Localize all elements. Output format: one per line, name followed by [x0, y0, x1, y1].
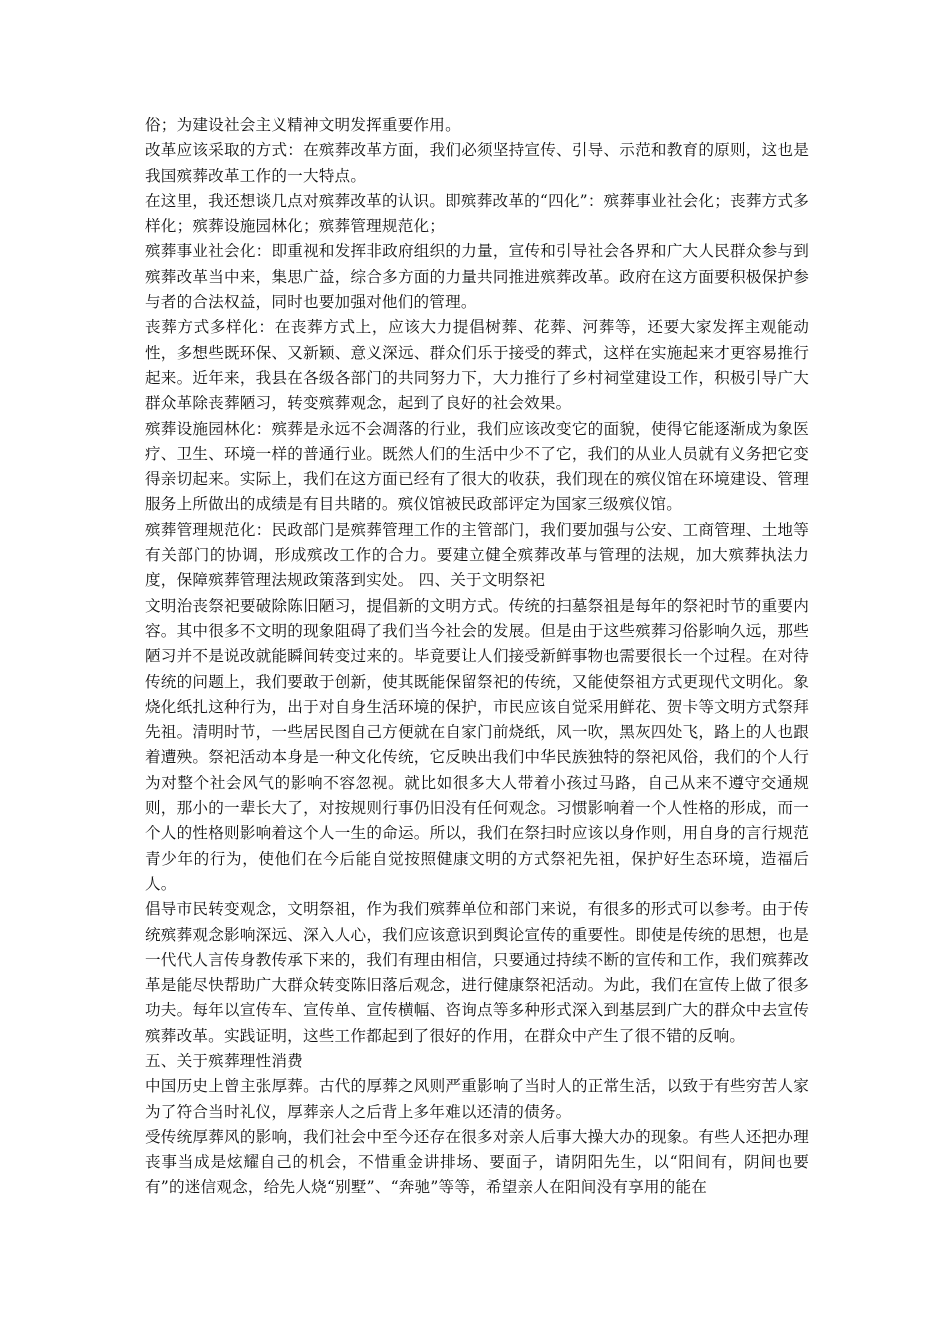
paragraph: 受传统厚葬风的影响，我们社会中至今还存在很多对亲人后事大操大办的现象。有些人还把办理丧事当成是炫耀自己的机会，不惜重金讲排场、要面子，请阴阳先生，以“阳间有，阴间也要有”的迷信观念，给先人烧“别墅”、“奔驰”等等，希望亲人在阳间没有享用的能在 — [145, 1127, 809, 1197]
paragraph: 俗；为建设社会主义精神文明发挥重要作用。 — [145, 116, 461, 134]
paragraph: 丧葬方式多样化：在丧葬方式上，应该大力提倡树葬、花葬、河葬等，还要大家发挥主观能动性，多想些既环保、又新颖、意义深远、群众们乐于接受的葬式，这样在实施起来才更容易推行起来。近年来，我县在各级各部门的共同努力下，大力推行了乡村祠堂建设工作，积极引导广大群众革除丧葬陋习，转变殡葬观念，起到了良好的社会效果。 — [145, 318, 809, 413]
paragraph: 殡葬设施园林化：殡葬是永远不会凋落的行业，我们应该改变它的面貌，使得它能逐渐成为象医疗、卫生、环境一样的普通行业。既然人们的生活中少不了它，我们的从业人员就有义务把它变得亲切起来。实际上，我们在这方面已经有了很大的收获，我们现在的殡仪馆在环境建设、管理服务上所做出的成绩是有目共睹的。殡仪馆被民政部评定为国家三级殡仪馆。 — [145, 419, 809, 514]
paragraph: 改革应该采取的方式：在殡葬改革方面，我们必须坚持宣传、引导、示范和教育的原则，这也是我国殡葬改革工作的一大特点。 — [145, 141, 809, 185]
paragraph: 中国历史上曾主张厚葬。古代的厚葬之风则严重影响了当时人的正常生活，以致于有些穷苦人家为了符合当时礼仪，厚葬亲人之后背上多年难以还清的债务。 — [145, 1077, 809, 1121]
paragraph: 倡导市民转变观念，文明祭祖，作为我们殡葬单位和部门来说，有很多的形式可以参考。由于传统殡葬观念影响深远、深入人心，我们应该意识到舆论宣传的重要性。即使是传统的思想，也是一代代人言传身教传承下来的，我们有理由相信，只要通过持续不断的宣传和工作，我们殡葬改革是能尽快帮助广大群众转变陈旧落后观念，进行健康祭祀活动。为此，我们在宣传上做了很多功夫。每年以宣传车、宣传单、宣传横幅、咨询点等多种形式深入到基层到广大的群众中去宣传殡葬改革。实践证明，这些工作都起到了很好的作用，在群众中产生了很不错的反响。 — [145, 900, 809, 1045]
paragraph: 殡葬管理规范化：民政部门是殡葬管理工作的主管部门，我们要加强与公安、工商管理、土地等有关部门的协调，形成殡改工作的合力。要建立健全殡葬改革与管理的法规，加大殡葬执法力度，保障殡葬管理法规政策落到实处。 四、关于文明祭祀 — [145, 520, 809, 590]
paragraph: 在这里，我还想谈几点对殡葬改革的认识。即殡葬改革的“四化”：殡葬事业社会化；丧葬方式多样化；殡葬设施园林化；殡葬管理规范化； — [145, 191, 809, 236]
paragraph: 文明治丧祭祀要破除陈旧陋习，提倡新的文明方式。传统的扫墓祭祖是每年的祭祀时节的重要内容。其中很多不文明的现象阻碍了我们当今社会的发展。但是由于这些殡葬习俗影响久远，那些陋习并不是说改就能瞬间转变过来的。毕竟要让人们接受新鲜事物也需要很长一个过程。在对待传统的问题上，我们要敢于创新，使其既能保留祭祀的传统，又能使祭祖方式更现代文明化。象烧化纸扎这种行为，出于对自身生活环境的保护，市民应该自觉采用鲜花、贺卡等文明方式祭拜先祖。清明时节，一些居民图自己方便就在自家门前烧纸，风一吹，黑灰四处飞，路上的人也跟着遭殃。祭祀活动本身是一种文化传统，它反映出我们中华民族独特的祭祀风俗，我们的个人行为对整个社会风气的影响不容忽视。就比如很多大人带着小孩过马路，自己从来不遵守交通规则，那小的一辈长大了，对按规则行事仍旧没有任何观念。习惯影响着一个人性格的形成，而一个人的性格则影响着这个人一生的命运。所以，我们在祭扫时应该以身作则，用自身的言行规范青少年的行为，使他们在今后能自觉按照健康文明的方式祭祀先祖，保护好生态环境，造福后人。 — [145, 596, 809, 893]
section-heading: 五、关于殡葬理性消费 — [145, 1051, 303, 1070]
document-body — [145, 113, 809, 1201]
paragraph: 殡葬事业社会化：即重视和发挥非政府组织的力量，宣传和引导社会各界和广大人民群众参与到殡葬改革当中来，集思广益，综合多方面的力量共同推进殡葬改革。政府在这方面要积极保护参与者的合法权益，同时也要加强对他们的管理。 — [145, 242, 809, 312]
